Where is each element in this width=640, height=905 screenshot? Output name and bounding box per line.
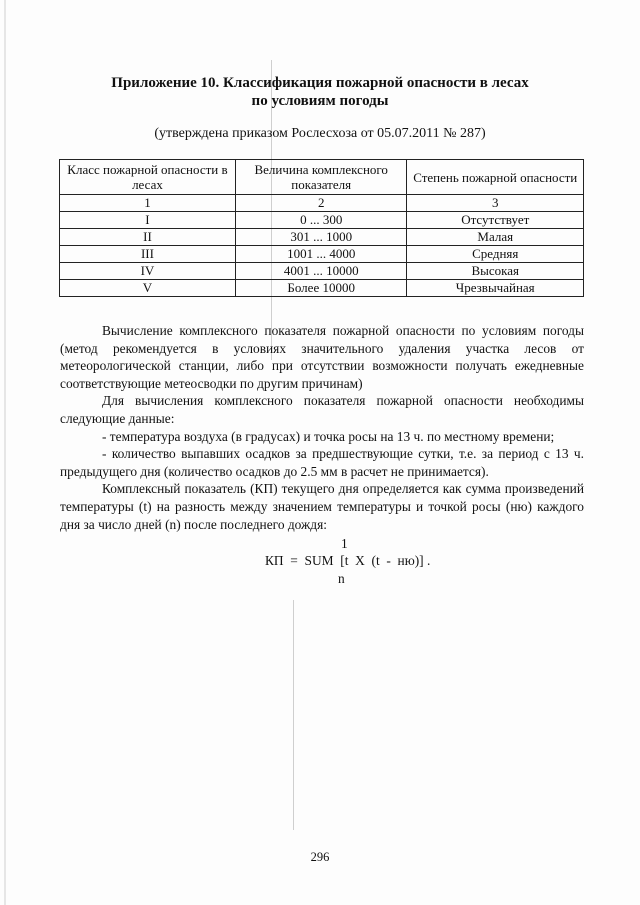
degree-cell: Отсутствует	[407, 212, 584, 229]
table-row	[60, 246, 584, 263]
class-cell: IV	[60, 263, 236, 280]
index-cell: 0 ... 300	[235, 212, 407, 229]
body-text	[60, 322, 584, 533]
list-item: - количество выпавших осадков за предшествующие сутки, т.е. за период с 13 ч. предыдущего дня (количество осадков до 2.5 мм в расчет не принимается).	[60, 446, 584, 479]
list-item: - температура воздуха (в градусах) и точка росы на 13 ч. по местному времени;	[102, 428, 555, 444]
index-cell: 4001 ... 10000	[235, 263, 407, 280]
approval-note: (утверждена приказом Рослесхоза от 05.07.2011 № 287)	[154, 126, 486, 141]
table-row	[60, 212, 584, 229]
index-cell: Более 10000	[235, 280, 407, 297]
formula-expression: КП = SUM [t X (t - ню)] .	[265, 553, 431, 568]
fold-line	[293, 600, 294, 830]
table-row	[60, 263, 584, 280]
header-cell: Степень пожарной опасности	[407, 160, 584, 195]
paragraph: Вычисление комплексного показателя пожарной опасности по условиям погоды (метод рекомендуется в условиях значительного удаления участка лесов от метеорологической станции, либо при отсутствии возможности получать ежедневные соответствующие метеосводки по другим причинам)	[60, 323, 584, 391]
table-row	[60, 280, 584, 297]
paragraph: Для вычисления комплексного показателя пожарной опасности необходимы следующие данные:	[60, 393, 584, 426]
header-cell: Класс пожарной опасности в лесах	[60, 160, 236, 195]
class-cell: II	[60, 229, 236, 246]
header-cell: Величина комплексного показателя	[235, 160, 407, 195]
formula-upper-limit: 1	[341, 536, 348, 551]
class-cell: I	[60, 212, 236, 229]
scan-edge	[4, 0, 6, 905]
title-line: по условиям погоды	[251, 93, 389, 109]
table-row	[60, 229, 584, 246]
table-header-row	[60, 160, 584, 195]
fire-danger-table	[59, 159, 584, 297]
class-cell: III	[60, 246, 236, 263]
formula-lower-limit: n	[338, 571, 345, 586]
paragraph: Комплексный показатель (КП) текущего дня определяется как сумма произведений температуры (t) на разность между значением температуры и точкой росы (ню) каждого дня за число дней (n) после последнего дождя:	[60, 481, 584, 532]
degree-cell: Средняя	[407, 246, 584, 263]
column-number: 1	[60, 195, 236, 212]
index-cell: 301 ... 1000	[235, 229, 407, 246]
degree-cell: Малая	[407, 229, 584, 246]
degree-cell: Высокая	[407, 263, 584, 280]
page-title	[60, 74, 580, 110]
column-number-row	[60, 195, 584, 212]
index-cell: 1001 ... 4000	[235, 246, 407, 263]
page-number: 296	[310, 850, 330, 864]
degree-cell: Чрезвычайная	[407, 280, 584, 297]
title-line: Приложение 10. Классификация пожарной опасности в лесах	[111, 75, 529, 91]
column-number: 2	[235, 195, 407, 212]
column-number: 3	[407, 195, 584, 212]
class-cell: V	[60, 280, 236, 297]
